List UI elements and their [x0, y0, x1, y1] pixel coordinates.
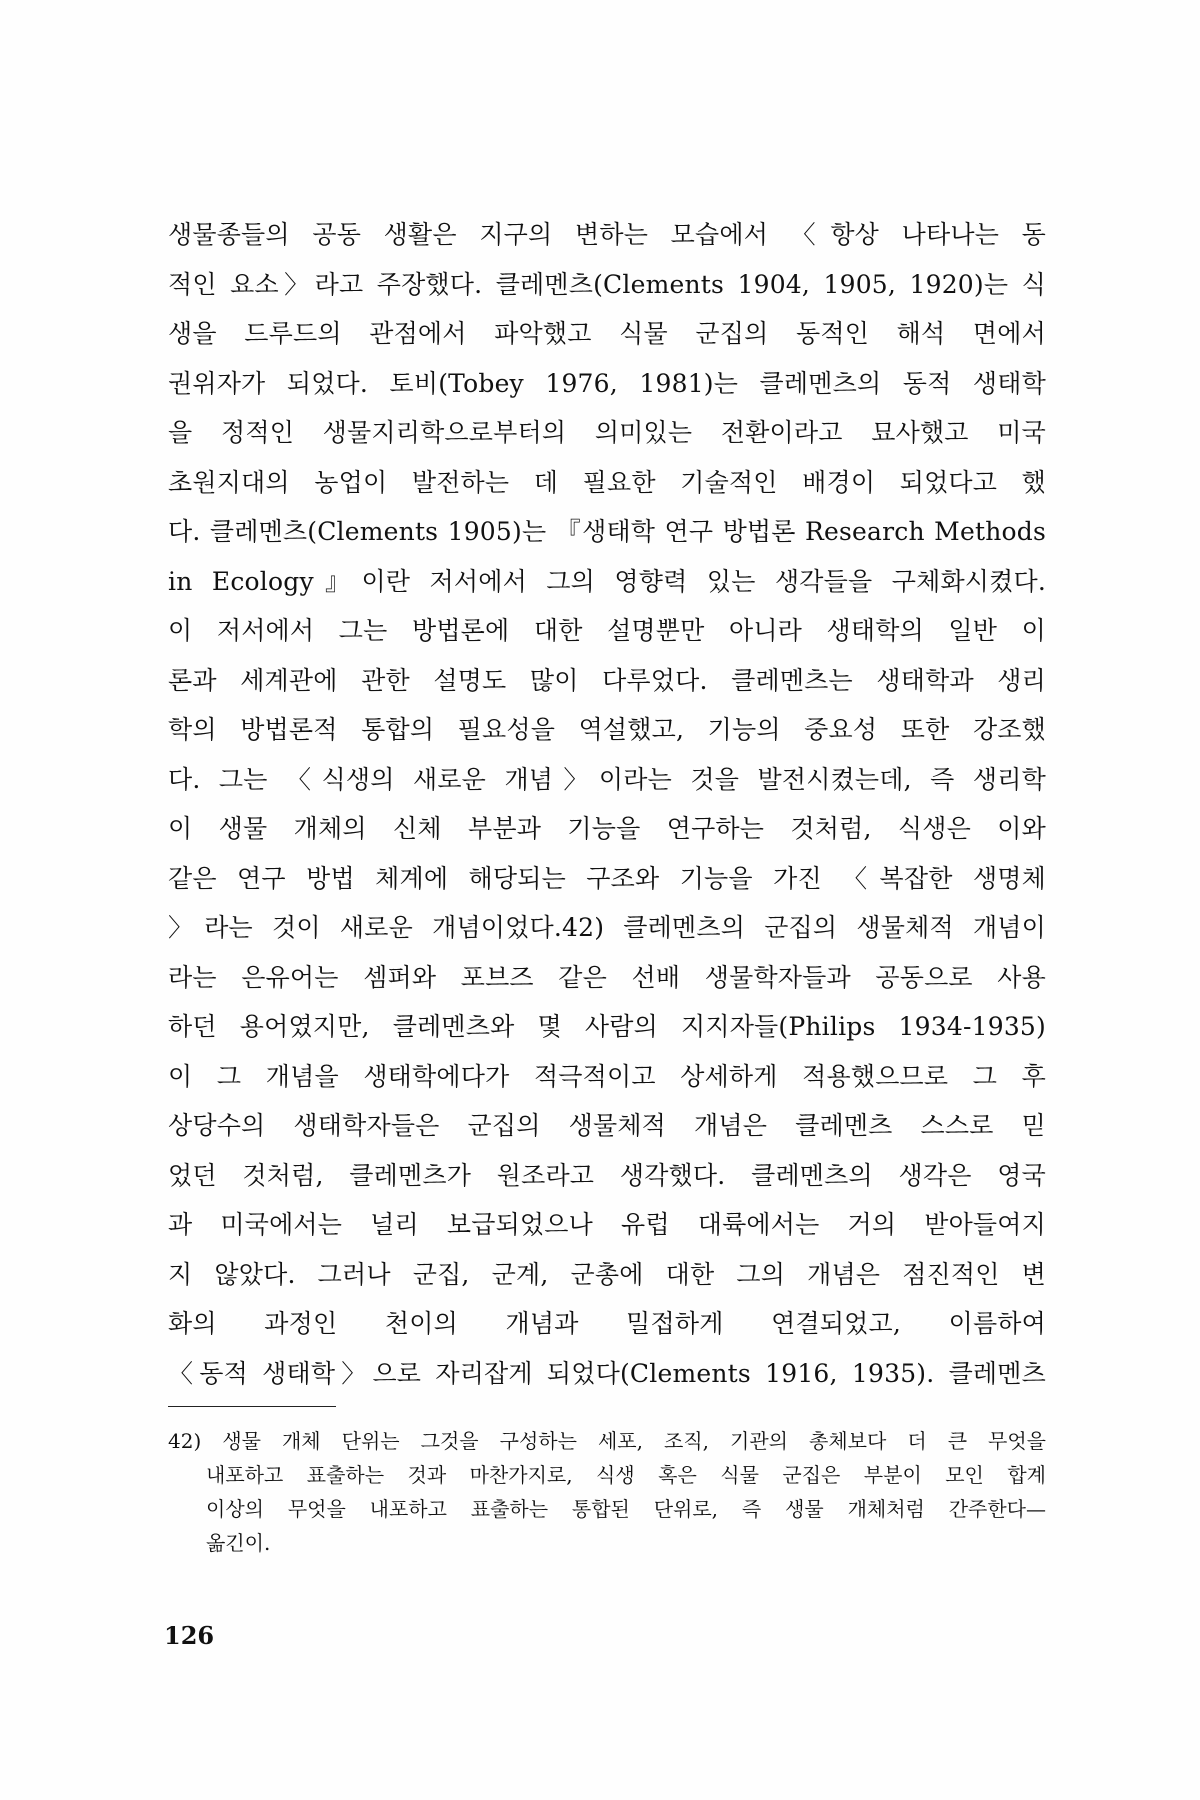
text-line: 같은 연구 방법 체계에 해당되는 구조와 기능을 가진 〈복잡한 생명체	[168, 863, 1046, 893]
page-number: 126	[164, 1621, 215, 1650]
footnote-line	[168, 1492, 1046, 1526]
text-line: 이 그 개념을 생태학에다가 적극적이고 상세하게 적용했으므로 그 후	[168, 1061, 1046, 1091]
footnote	[168, 1424, 1046, 1560]
text-line: 을 정적인 생물지리학으로부터의 의미있는 전환이라고 묘사했고 미국	[168, 418, 1046, 447]
footnote-number: 42)	[168, 1429, 202, 1453]
footnote-line	[168, 1526, 1046, 1560]
footnote-text: 생물 개체 단위는 그것을 구성하는 세포, 조직, 기관의 총체보다 더 큰 무엇을	[222, 1429, 1046, 1453]
text-line: 론과 세계관에 관한 설명도 많이 다루었다. 클레멘츠는 생태학과 생리	[168, 665, 1046, 695]
text-line: 〉라는 것이 새로운 개념이었다.42) 클레멘츠의 군집의 생물체적 개념이	[168, 913, 1046, 942]
footnote-line	[168, 1458, 1046, 1492]
text-line: 다. 그는 〈식생의 새로운 개념〉이라는 것을 발전시켰는데, 즉 생리학	[168, 764, 1046, 794]
text-line: 생물종들의 공동 생활은 지구의 변하는 모습에서 〈항상 나타나는 동	[168, 220, 1046, 249]
text-line: 과 미국에서는 널리 보급되었으나 유럽 대륙에서는 거의 받아들여지	[168, 1210, 1046, 1239]
text-line: 었던 것처럼, 클레멘츠가 원조라고 생각했다. 클레멘츠의 생각은 영국	[168, 1160, 1046, 1190]
text-line: 화의 과정인 천이의 개념과 밀접하게 연결되었고, 이름하여	[168, 1309, 1046, 1338]
text-line: 라는 은유어는 셈퍼와 포브즈 같은 선배 생물학자들과 공동으로 사용	[168, 962, 1046, 992]
text-line: 이 저서에서 그는 방법론에 대한 설명뿐만 아니라 생태학의 일반 이	[168, 616, 1046, 645]
text-line: 하던 용어였지만, 클레멘츠와 몇 사람의 지지자들(Philips 1934-1935)	[168, 1012, 1046, 1041]
text-line: 초원지대의 농업이 발전하는 데 필요한 기술적인 배경이 되었다고 했	[168, 467, 1046, 497]
footnote-text: 옮긴이.	[206, 1531, 271, 1555]
footnote-divider	[168, 1406, 336, 1407]
text-line: 지 않았다. 그러나 군집, 군계, 군총에 대한 그의 개념은 점진적인 변	[168, 1259, 1046, 1289]
text-line: 학의 방법론적 통합의 필요성을 역설했고, 기능의 중요성 또한 강조했	[168, 715, 1046, 744]
text-line: 권위자가 되었다. 토비(Tobey 1976, 1981)는 클레멘츠의 동적 생태학	[168, 368, 1046, 398]
text-line: 〈동적 생태학〉으로 자리잡게 되었다(Clements 1916, 1935). 클레멘츠	[168, 1358, 1046, 1388]
text-line: 적인 요소〉라고 주장했다. 클레멘츠(Clements 1904, 1905, 1920)는 식	[168, 269, 1046, 299]
text-line: 상당수의 생태학자들은 군집의 생물체적 개념은 클레멘츠 스스로 믿	[168, 1111, 1046, 1140]
body-text	[168, 210, 1046, 1398]
text-line: 이 생물 개체의 신체 부분과 기능을 연구하는 것처럼, 식생은 이와	[168, 814, 1046, 843]
text-line: in Ecology』이란 저서에서 그의 영향력 있는 생각들을 구체화시켰다.	[168, 566, 1046, 596]
footnote-text: 내포하고 표출하는 것과 마찬가지로, 식생 혹은 식물 군집은 부분이 모인 합계	[206, 1463, 1046, 1487]
footnote-line	[168, 1424, 1046, 1458]
text-line: 생을 드루드의 관점에서 파악했고 식물 군집의 동적인 해석 면에서	[168, 319, 1046, 348]
text-line: 다. 클레멘츠(Clements 1905)는 『생태학 연구 방법론 Research Methods	[168, 517, 1046, 546]
footnote-text: 이상의 무엇을 내포하고 표출하는 통합된 단위로, 즉 생물 개체처럼 간주한다—	[206, 1497, 1046, 1521]
